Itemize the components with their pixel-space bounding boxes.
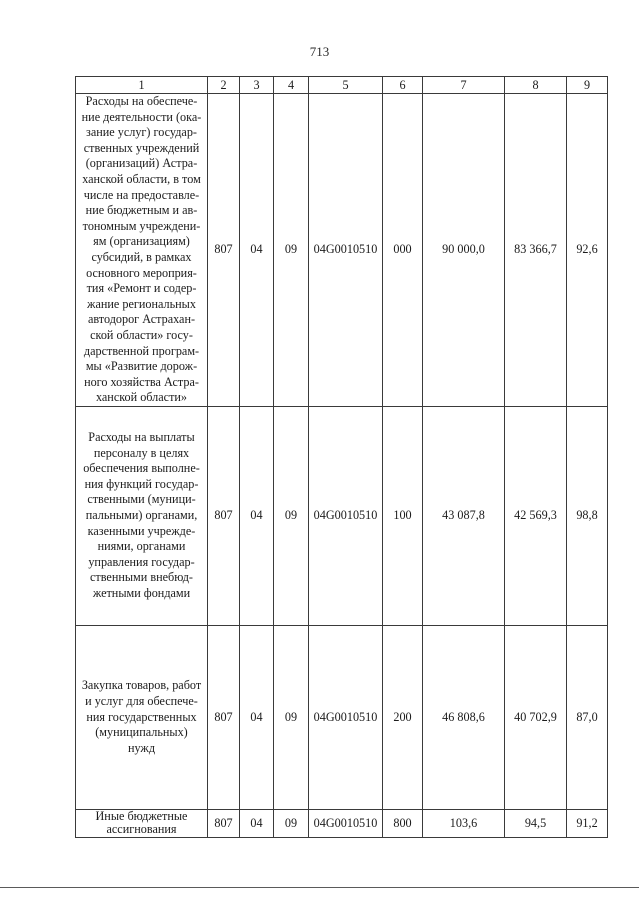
- execution-percent: 92,6: [567, 94, 608, 407]
- ministry-code: 807: [208, 94, 240, 407]
- row-description: Расходы на обеспече- ние деятельности (ока- зание услуг) государ- ственных учреждений (организаций) Астра- ханской области, в том числе на предоставле- ние бюджетным и ав- тономным учреждени- ям (организациям) субсидий, в рамках основного мероприя- тия «Ремонт и содер- жание региональных автодорог Астрахан- ской области» госу- дарственной програм- мы «Развитие дорож- ного хозяйства Астра- ханской области»: [76, 94, 208, 407]
- page-number: 713: [309, 44, 330, 59]
- executed-amount: 42 569,3: [505, 406, 567, 625]
- expense-type-code: 100: [383, 406, 423, 625]
- column-number-header-row: [76, 77, 608, 94]
- subsection-code: 09: [274, 406, 309, 625]
- planned-amount: 46 808,6: [423, 625, 505, 809]
- column-number-9: 9: [567, 77, 608, 94]
- planned-amount: 103,6: [423, 809, 505, 837]
- section-code: 04: [240, 625, 274, 809]
- subsection-code: 09: [274, 625, 309, 809]
- budget-table: [75, 76, 608, 838]
- execution-percent: 91,2: [567, 809, 608, 837]
- column-number-1: 1: [76, 77, 208, 94]
- target-article-code: 04G0010510: [309, 94, 383, 407]
- section-code: 04: [240, 94, 274, 407]
- row-description: Закупка товаров, работ и услуг для обеспече- ния государственных (муниципальных) нужд: [76, 625, 208, 809]
- executed-amount: 94,5: [505, 809, 567, 837]
- table-row: [76, 809, 608, 837]
- section-code: 04: [240, 406, 274, 625]
- page-bottom-rule: [0, 887, 639, 888]
- expense-type-code: 000: [383, 94, 423, 407]
- column-number-2: 2: [208, 77, 240, 94]
- planned-amount: 43 087,8: [423, 406, 505, 625]
- ministry-code: 807: [208, 625, 240, 809]
- executed-amount: 83 366,7: [505, 94, 567, 407]
- execution-percent: 98,8: [567, 406, 608, 625]
- planned-amount: 90 000,0: [423, 94, 505, 407]
- row-description: Иные бюджетные ассигнования: [76, 809, 208, 837]
- subsection-code: 09: [274, 809, 309, 837]
- ministry-code: 807: [208, 406, 240, 625]
- column-number-7: 7: [423, 77, 505, 94]
- table-row: [76, 625, 608, 809]
- section-code: 04: [240, 809, 274, 837]
- executed-amount: 40 702,9: [505, 625, 567, 809]
- table-row: [76, 94, 608, 407]
- table-row: [76, 406, 608, 625]
- row-description: Расходы на выплаты персоналу в целях обеспечения выполне- ния функций государ- ственными (муници- пальными) органами, казенными учрежде- ниями, органами управления государ- ственными внебюд- жетными фондами: [76, 406, 208, 625]
- target-article-code: 04G0010510: [309, 625, 383, 809]
- target-article-code: 04G0010510: [309, 406, 383, 625]
- column-number-4: 4: [274, 77, 309, 94]
- column-number-5: 5: [309, 77, 383, 94]
- column-number-6: 6: [383, 77, 423, 94]
- expense-type-code: 800: [383, 809, 423, 837]
- execution-percent: 87,0: [567, 625, 608, 809]
- column-number-8: 8: [505, 77, 567, 94]
- ministry-code: 807: [208, 809, 240, 837]
- target-article-code: 04G0010510: [309, 809, 383, 837]
- column-number-3: 3: [240, 77, 274, 94]
- subsection-code: 09: [274, 94, 309, 407]
- expense-type-code: 200: [383, 625, 423, 809]
